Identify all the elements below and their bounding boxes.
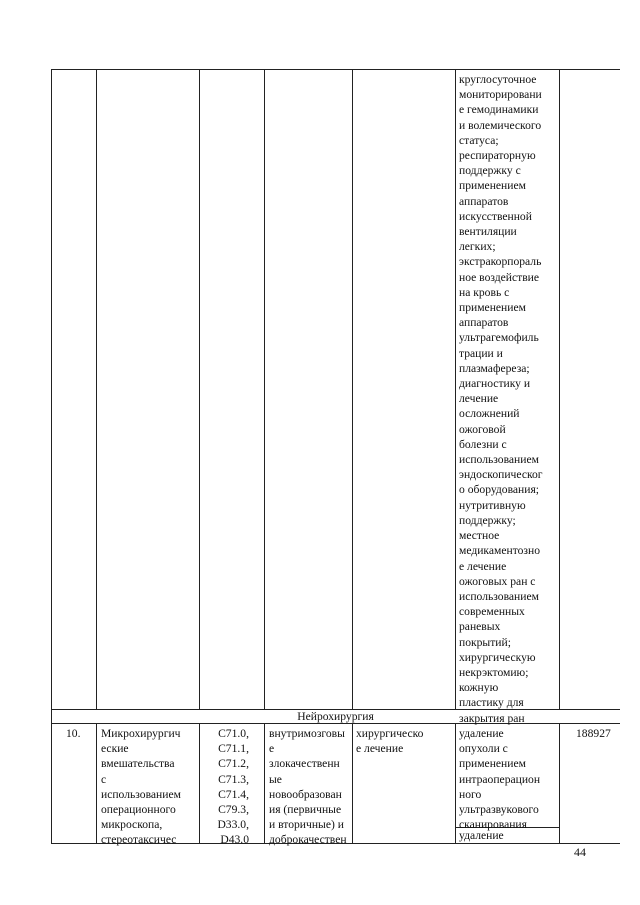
intervention-name: Микрохирургич еские вмешательства с использованием операционного микроскопа, стереотаксичес <box>101 727 181 847</box>
treatment-method-1: удаление опухоли с применением интраоперацион ного ультразвукового сканирования <box>459 727 541 832</box>
cost-value: 188927 <box>576 727 611 740</box>
column-divider-type <box>455 69 456 709</box>
patient-model: внутримозговы е злокачественн ые новообразован ия (первичные и вторичные) и доброкачествен <box>269 727 347 847</box>
table-border-top <box>51 69 620 70</box>
row-number: 10. <box>66 727 81 740</box>
page-number: 44 <box>574 845 586 859</box>
table-border-left <box>51 69 52 843</box>
column-divider-number <box>96 69 97 709</box>
top-method-text: круглосуточное мониторировани е гемодинамики и волемического статуса; респираторную поддержку с применением аппаратов искусственной вентиляции легких; экстракорпораль ное воздействие на кровь с применением аппаратов ультрагемофиль трации и плазмафереза; диагностику и лечение осложнений ожоговой болезни с использованием эндоскопическог о оборудования; нутритивную поддержку; местное медикаментозно е лечение ожоговых ран с использованием современных раневых покрытий; хирургическую некрэктомию; кожную пластику для закрытия ран <box>459 73 543 725</box>
section-header: Нейрохирургия <box>297 710 374 723</box>
column-divider-number-lower <box>96 723 97 843</box>
column-divider-codes-lower <box>264 723 265 843</box>
column-divider-model <box>352 69 353 709</box>
treatment-type: хирургическо е лечение <box>356 727 424 756</box>
column-divider-method <box>559 69 560 709</box>
column-divider-type-lower <box>455 723 456 843</box>
column-divider-name <box>199 69 200 709</box>
column-divider-codes <box>264 69 265 709</box>
treatment-method-2: удаление <box>459 829 504 842</box>
column-divider-method-lower <box>559 723 560 843</box>
diagnosis-codes: C71.0, C71.1, C71.2, C71.3, C71.4, C79.3, D33.0, D43.0 <box>217 727 249 847</box>
